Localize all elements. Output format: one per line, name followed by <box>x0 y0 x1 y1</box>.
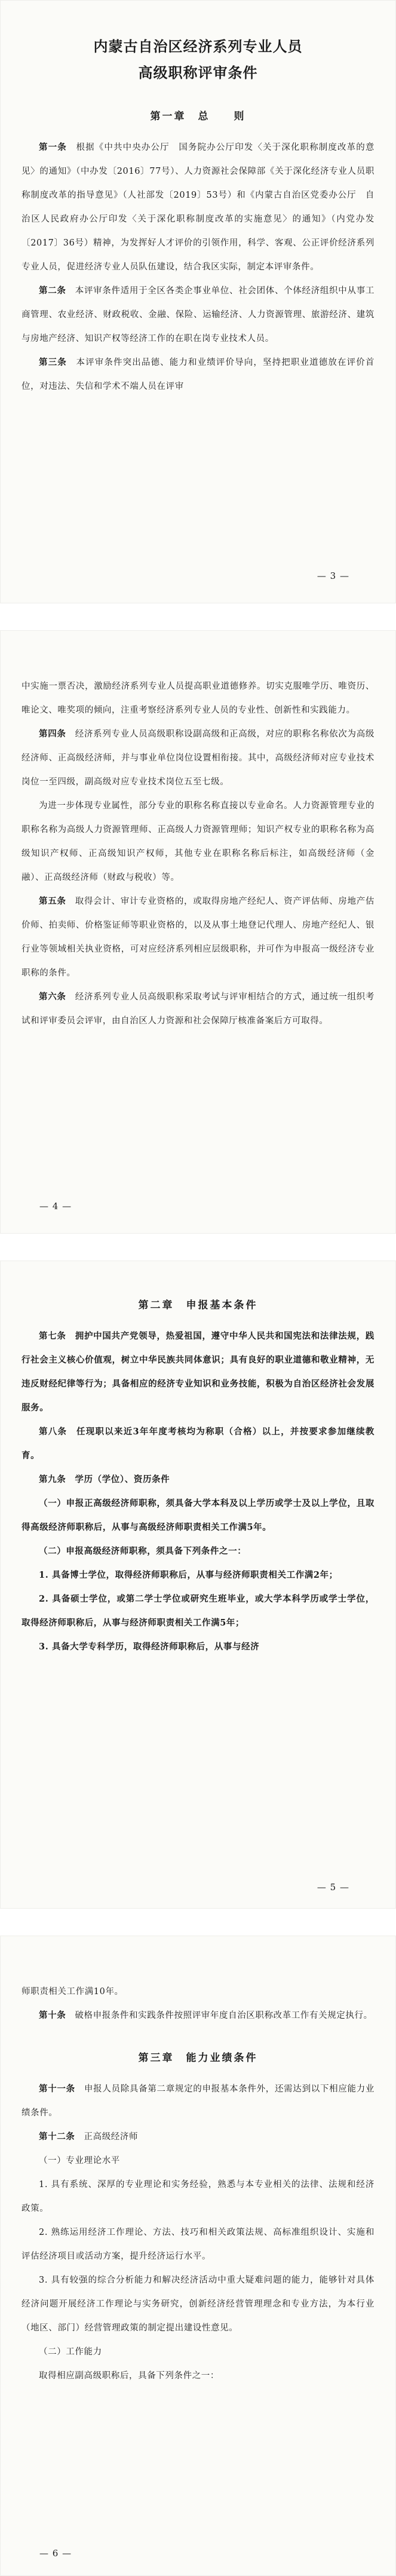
article-5-text: 取得会计、审计专业资格的，或取得房地产经纪人、资产评估师、房地产估价师、拍卖师、价格鉴证师等职业资格的，以及从事土地登记代理人、房地产经纪人、银行业等领域相关执业资格，可对应经济系列相应层级职称，并可作为申报高一级经济专业职称的条件。 <box>22 897 374 978</box>
article-7 <box>22 1324 374 1420</box>
article-12-item-2: 2. 熟练运用经济工作理论、方法、技巧和相关政策法规、高标准组织设计、实施和评估经济项目或活动方案，提升经济运行水平。 <box>22 2228 374 2261</box>
page-number: — 6 — <box>39 2548 72 2559</box>
page-number: — 5 — <box>317 1882 349 1893</box>
article-3-text: 本评审条件突出品德、能力和业绩评价导向，坚持把职业道德放在评价首位，对违法、失信和学术不端人员在评审 <box>22 358 375 391</box>
article-8-lead: 第八条 <box>39 1427 67 1437</box>
document-title-line-1: 内蒙古自治区经济系列专业人员 <box>93 38 303 55</box>
chapter-3-title: 第三章 能力业绩条件 <box>138 2052 258 2064</box>
article-9-clause-1: （一）申报正高级经济师职称，须具备大学本科及以上学历或学士及以上学位，且取得高级经济师职称后，从事与高级经济师职责相关工作满5年。 <box>22 1498 374 1532</box>
article-9-clause-2: （二）申报高级经济师职称，须具备下列条件之一： <box>39 1546 247 1556</box>
article-4-text: 经济系列专业人员高级职称设副高级和正高级，对应的职称名称依次为高级经济师、正高级经济师，并与事业单位岗位设置相衔接。其中，高级经济师对应专业技术岗位一至四级，副高级对应专业技术岗位五至七级。 <box>22 729 374 787</box>
page-number: — 4 — <box>39 1201 72 1212</box>
chapter-2-title: 第二章 申报基本条件 <box>138 1299 258 1311</box>
article-12-section-1: （一）专业理论水平 <box>39 2156 120 2166</box>
article-3-lead: 第三条 <box>39 357 67 367</box>
document-page-1 <box>0 0 396 603</box>
article-12-lead: 第十二条 <box>39 2132 75 2142</box>
article-10-text: 破格申报条件和实践条件按照评审年度自治区职称改革工作有关规定执行。 <box>66 2011 373 2020</box>
article-12-item-1: 1. 具有系统、深厚的专业理论和实务经验，熟悉与本专业相关的法律、法规和经济政策。 <box>22 2180 374 2213</box>
article-9-item-3: 3. 具备大学专科学历，取得经济师职称后，从事与经济 <box>39 1642 260 1652</box>
article-6-lead: 第六条 <box>39 992 66 1002</box>
article-7-text: 拥护中国共产党领导，热爱祖国，遵守中华人民共和国宪法和法律法规，践行社会主义核心价值观，树立中华民族共同体意识；具有良好的职业道德和敬业精神，无违反财经纪律等行为；具备相应的经济专业知识和业务技能，积极为自治区经济社会发展服务。 <box>22 1331 374 1413</box>
article-9-item-1: 1. 具备博士学位，取得经济师职称后，从事与经济师职责相关工作满2年； <box>39 1570 338 1580</box>
article-3-continued: 中实施一票否决，激励经济系列专业人员提高职业道德修养。切实克服唯学历、唯资历、唯论文、唯奖项的倾向，注重考察经济系列专业人员的专业性、创新性和实践能力。 <box>22 682 374 715</box>
article-5-lead: 第五条 <box>39 896 66 906</box>
article-2 <box>22 279 374 351</box>
article-12-section-2-text: 取得相应副高级职称后，具备下列条件之一： <box>39 2371 219 2381</box>
article-2-text: 本评审条件适用于全区各类企事业单位、社会团体、个体经济组织中从事工商管理、农业经济、财政税收、金融、保险、运输经济、人力资源管理、旅游经济、建筑与房地产经济、知识产权等经济工作的在职在岗专业技术人员。 <box>22 286 374 344</box>
article-10-lead: 第十条 <box>39 2010 66 2020</box>
article-1 <box>22 136 374 279</box>
article-9-text: 学历（学位）、资历条件 <box>66 1474 170 1485</box>
document-page-4 <box>0 1936 396 2576</box>
article-12 <box>22 2125 374 2149</box>
page-gap <box>0 1909 396 1936</box>
article-11-text: 申报人员除具备第二章规定的申报基本条件外，还需达到以下相应能力业绩条件。 <box>22 2084 375 2118</box>
document-page-2 <box>0 630 396 1234</box>
article-11 <box>22 2077 374 2125</box>
article-1-text: 根据《中共中央办公厅 国务院办公厅印发〈关于深化职称制度改革的意见〉的通知》（中办发〔2016〕77号）、人力资源社会保障部《关于深化经济专业人员职称制度改革的指导意见》（人社部发〔2019〕53号）和《内蒙古自治区党委办公厅 自治区人民政府办公厅印发〈关于深化职称制度改革的实施意见〉的通知》（内党办发〔2017〕36号）精神，为发挥好人才评价的引领作用，科学、客观、公正评价经济系列专业人员，促进经济专业人员队伍建设，结合我区实际，制定本评审条件。 <box>22 143 375 272</box>
article-10 <box>22 2004 374 2028</box>
document-page-3 <box>0 1261 396 1909</box>
article-4 <box>22 722 374 794</box>
article-9 <box>22 1468 374 1492</box>
document-title-line-2: 高级职称评审条件 <box>138 64 258 81</box>
article-8 <box>22 1420 374 1468</box>
chapter-1-title: 第一章 总 则 <box>150 111 246 122</box>
article-11-lead: 第十一条 <box>39 2084 75 2094</box>
article-9-lead: 第九条 <box>39 1474 66 1485</box>
page-number: — 3 — <box>317 571 349 581</box>
article-1-lead: 第一条 <box>39 142 67 152</box>
article-6 <box>22 985 374 1033</box>
document-title <box>22 33 374 86</box>
article-5 <box>22 890 374 985</box>
article-2-lead: 第二条 <box>39 286 66 296</box>
article-9-item-3-continued: 师职责相关工作满10年。 <box>22 1987 124 1997</box>
article-4-lead: 第四条 <box>39 729 66 739</box>
article-12-item-3: 3. 具有较强的综合分析能力和解决经济活动中重大疑难问题的能力，能够针对具体经济问题开展经济工作理论与实务研究，创新经济经营管理理念和专业方法，为本行业（地区、部门）经营管理政策的制定提出建设性意见。 <box>22 2276 374 2333</box>
article-4-paragraph-2: 为进一步体现专业属性，部分专业的职称名称直接以专业命名。人力资源管理专业的职称名称为高级人力资源管理师、正高级人力资源管理师；知识产权专业的职称名称为高级知识产权师、正高级知识产权师，其他专业在职称名称后标注，如高级经济师（金融）、正高级经济师（财政与税收）等。 <box>22 801 374 882</box>
article-12-section-2: （二）工作能力 <box>39 2347 102 2357</box>
article-6-text: 经济系列专业人员高级职称采取考试与评审相结合的方式，通过统一组织考试和评审委员会评审，由自治区人力资源和社会保障厅核准备案后方可取得。 <box>22 992 374 1026</box>
page-gap <box>0 1234 396 1261</box>
article-7-lead: 第七条 <box>39 1331 66 1341</box>
page-gap <box>0 603 396 630</box>
article-3 <box>22 351 374 398</box>
article-9-item-2: 2. 具备硕士学位，或第二学士学位或研究生班毕业，或大学本科学历或学士学位，取得经济师职称后，从事与经济师职责相关工作满5年； <box>22 1594 374 1628</box>
article-8-text: 任现职以来近3年年度考核均为称职（合格）以上，并按要求参加继续教育。 <box>22 1427 374 1461</box>
article-12-text: 正高级经济师 <box>75 2132 139 2142</box>
